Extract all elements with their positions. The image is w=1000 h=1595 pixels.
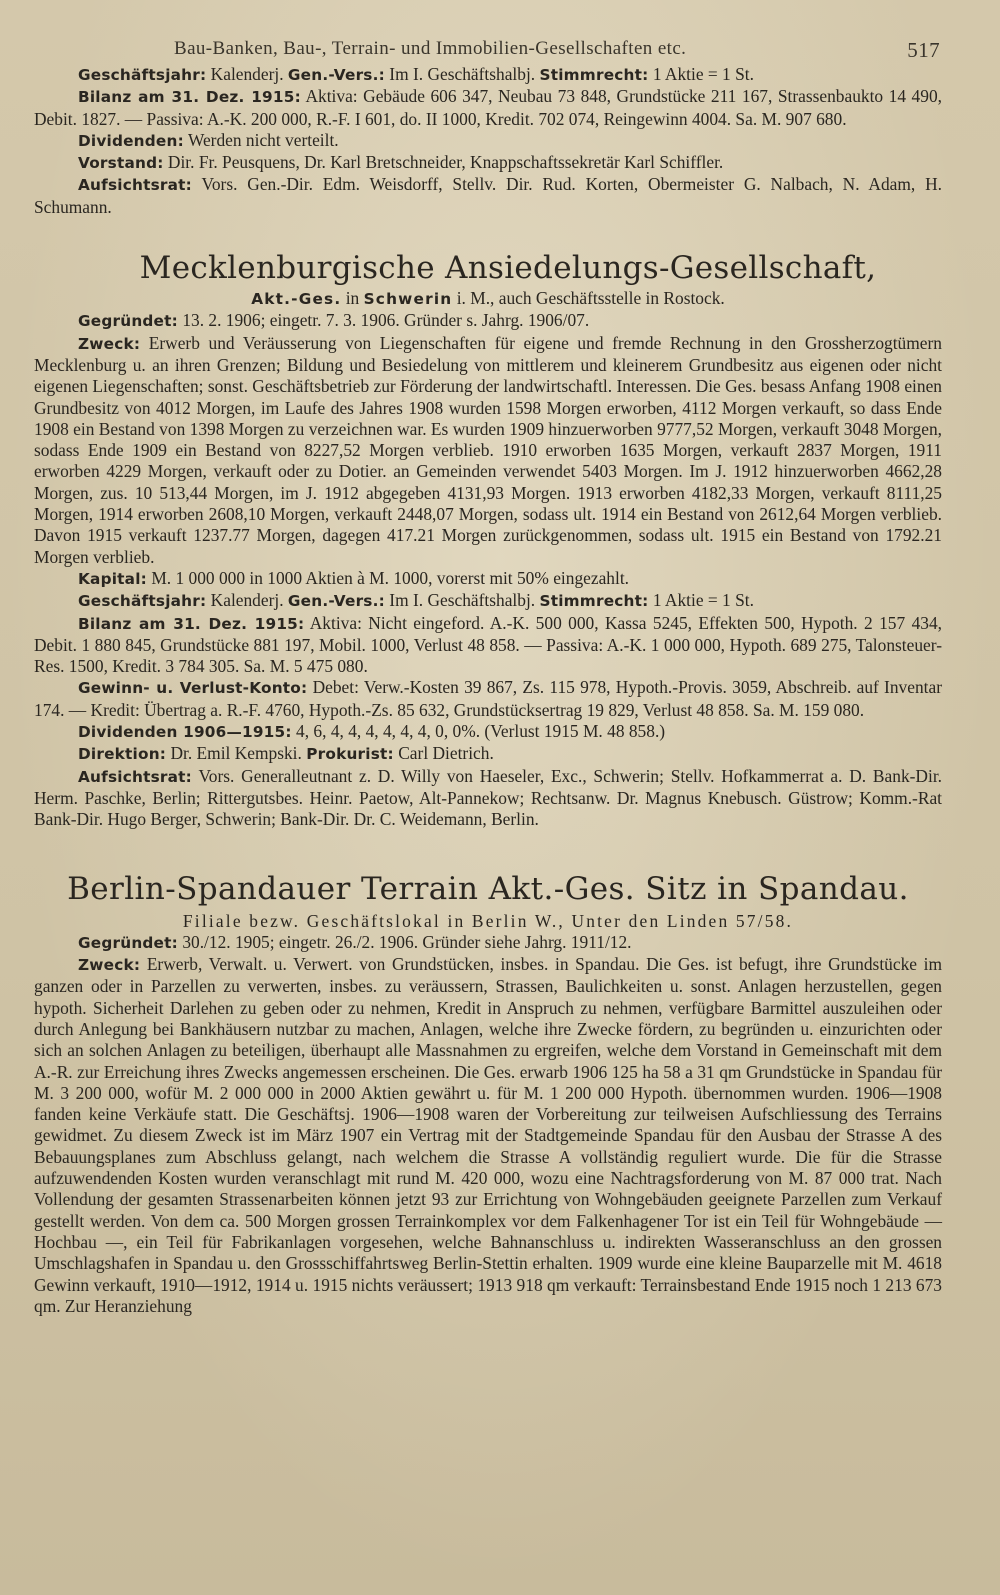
label-zweck: Zweck:	[78, 956, 141, 975]
entry-bilanz	[34, 86, 942, 130]
running-title: Bau-Banken, Bau-, Terrain- und Immobilien-Gesellschaften etc.	[174, 38, 687, 59]
label-gegruendet: Gegründet:	[78, 312, 178, 331]
label-zweck: Zweck:	[78, 334, 141, 353]
label-dividenden: Dividenden 1906—1915:	[78, 723, 292, 742]
text-vorstand: Dir. Fr. Peusquens, Dr. Karl Bretschneider, Knappschaftssekretär Karl Schiffler.	[163, 152, 724, 173]
label-direktion: Direktion:	[78, 745, 167, 764]
label-stimmrecht: Stimmrecht:	[539, 66, 649, 84]
entry-dividenden	[34, 130, 942, 152]
text-gegruendet: 13. 2. 1906; eingetr. 7. 3. 1906. Gründer s. Jahrg. 1906/07.	[177, 310, 590, 331]
text-gen-vers: Im I. Geschäftshalbj.	[384, 590, 540, 611]
company-heading: Mecklenburgische Ansiedelungs-Gesellschaft,	[139, 250, 877, 287]
company-entry-mecklenburg	[34, 250, 942, 830]
entry-direktion	[34, 743, 942, 765]
entry-kapital	[34, 568, 942, 590]
label-bilanz: Bilanz am 31. Dez. 1915:	[78, 614, 305, 633]
text-dividenden: 4, 6, 4, 4, 4, 4, 4, 4, 0, 0%. (Verlust 1915 M. 48 858.)	[291, 721, 666, 742]
text-prokurist: Carl Dietrich.	[393, 743, 494, 764]
text-aufsichtsrat: Vors. Gen.-Dir. Edm. Weisdorff, Stellv. Dir. Rud. Korten, Obermeister G. Nalbach, N. Adam, H. Schumann.	[34, 174, 942, 217]
page-number: 517	[907, 38, 940, 62]
label-kapital: Kapital:	[78, 569, 147, 588]
text-bilanz: Aktiva: Gebäude 606 347, Neubau 73 848, Grundstücke 211 167, Strassenbaukto 14 490, Debit. 1827. — Passiva: A.-K. 200 000, R.-F. I 601, do. II 1000, Kredit. 702 074, Reingewinn 4004. Sa. M. 907 680.	[34, 86, 942, 129]
label-bilanz: Bilanz am 31. Dez. 1915:	[78, 88, 301, 107]
label-gen-vers: Gen.-Vers.:	[287, 592, 385, 611]
entry-dividenden	[34, 721, 942, 743]
label-gen-vers: Gen.-Vers.:	[287, 66, 385, 84]
text-stimmrecht: 1 Aktie = 1 St.	[648, 590, 754, 611]
entry-bilanz	[34, 613, 942, 678]
label-dividenden: Dividenden:	[78, 131, 184, 150]
previous-entry-continuation	[34, 64, 942, 218]
label-geschaeftsjahr: Geschäftsjahr:	[78, 592, 207, 611]
company-seat-line	[34, 288, 942, 310]
seat-city: Schwerin	[363, 290, 453, 309]
entry-vorstand	[34, 152, 942, 174]
text-gegruendet: 30./12. 1905; eingetr. 26./2. 1906. Gründer siehe Jahrg. 1911/12.	[177, 931, 632, 952]
label-geschaeftsjahr: Geschäftsjahr:	[78, 66, 207, 84]
label-aufsichtsrat: Aufsichtsrat:	[78, 176, 193, 195]
entry-zweck	[34, 954, 942, 1317]
text-geschaeftsjahr: Kalenderj.	[206, 590, 288, 611]
entry-line-geschaeftsjahr	[34, 64, 942, 86]
text-zweck: Erwerb, Verwalt. u. Verwert. von Grundstücken, insbes. in Spandau. Die Ges. ist befugt, ihre Grundstücke im ganzen oder in Parzellen zu verwerten, insbes. zu veräussern, Strassen, Baulichkeiten u. sonst. Anlagen herzustellen, gegen hypoth. Sicherheit Darlehen zu geben oder zu nehmen, Kredit in Anspruch zu nehmen, verfügbare Barmittel auszuleihen oder durch Anlegung bei Bankhäusern nutzbar zu machen, Anlagen, welche ihre Zwecke fördern, zu begründen u. einzurichten oder sich an solchen Anlagen zu beteiligen, überhaupt alle Massnahmen zu ergreifen, welche dem Vorstand in Gemeinschaft mit dem A.-R. zur Erreichung ihres Zwecks angemessen erscheinen. Die Ges. erwarb 1906 125 ha 58 a 31 qm Grundstücke in Spandau für M. 3 200 000, wofür M. 2 000 000 in 2000 Aktien gewährt u. für M. 1 200 000 Hypoth. übernommen wurden. 1906—1908 fanden keine Verkäufe statt. Die Geschäftsj. 1906—1908 waren der Vorbereitung zur teilweisen Aufschliessung des Terrains gewidmet. Zu diesem Zweck ist im März 1907 ein Vertrag mit der Stadtgemeinde Spandau für den Ausbau der Strasse A des Bebauungsplanes zum Abschluss gelangt, nach welchem die Strasse A vollständig reguliert wurde. Die für die Strasse aufzuwendenden Kosten wurden veranschlagt mit rund M. 420 000, wozu eine Nachtragsforderung von M. 87 000 trat. Nach Vollendung der gesamten Strassenarbeiten können jetzt 93 zur Errichtung von Wohngebäuden geeignete Parzellen zum Verkauf gestellt werden. Von dem ca. 500 Morgen grossen Terrainkomplex vor dem Falkenhagener Tor ist ein Teil für Wohngebäude — Hochbau —, ein Teil für Fabrikanlagen vorgesehen, welche Bahnanschluss u. indirekten Wasseranschluss an den grossen Umschlagshafen in Spandau u. den Grossschiffahrtsweg Berlin-Stettin erhalten. 1909 wurde eine kleine Bauparzelle mit M. 4618 Gewinn verkauft, 1910—1912, 1914 u. 1915 nichts veräussert; 1913 918 qm verkauft: Terrainsbestand Ende 1915 noch 1 213 673 qm. Zur Heranziehung	[34, 954, 942, 1316]
branch-office-line: Filiale bezw. Geschäftslokal in Berlin W., Unter den Linden 57/58.	[182, 910, 794, 931]
text-gen-vers: Im I. Geschäftshalbj.	[384, 64, 540, 84]
company-heading: Berlin-Spandauer Terrain Akt.-Ges. Sitz in Spandau.	[67, 870, 909, 907]
text-dividenden: Werden nicht verteilt.	[183, 129, 339, 150]
label-gewinn-verlust: Gewinn- u. Verlust-Konto:	[78, 679, 308, 698]
text-stimmrecht: 1 Aktie = 1 St.	[648, 64, 754, 84]
label-vorstand: Vorstand:	[78, 154, 164, 173]
legal-form: Akt.-Ges.	[251, 290, 342, 309]
label-aufsichtsrat: Aufsichtsrat:	[78, 767, 193, 786]
text-bilanz: Aktiva: Nicht eingeford. A.-K. 500 000, Kassa 5245, Effekten 500, Hypoth. 2 157 434, Debit. 1 880 845, Grundstücke 881 197, Mobil. 1000, Verlust 48 858. — Passiva: A.-K. 1 000 000, Hypoth. 689 275, Talonsteuer-Res. 1500, Kredit. 3 784 305. Sa. M. 5 475 080.	[34, 612, 942, 677]
text-geschaeftsjahr: Kalenderj.	[206, 64, 288, 84]
entry-aufsichtsrat	[34, 174, 942, 218]
company-entry-berlin-spandau	[34, 871, 942, 1318]
running-head	[34, 30, 942, 64]
text-direktion: Dr. Emil Kempski.	[166, 743, 307, 764]
entry-gegruendet	[34, 932, 942, 954]
label-prokurist: Prokurist:	[306, 745, 394, 764]
seat-prefix: in	[341, 288, 364, 309]
label-stimmrecht: Stimmrecht:	[539, 592, 649, 611]
entry-zweck	[34, 333, 942, 568]
entry-geschaeftsjahr	[34, 590, 942, 612]
entry-aufsichtsrat	[34, 766, 942, 831]
text-kapital: M. 1 000 000 in 1000 Aktien à M. 1000, vorerst mit 50% eingezahlt.	[146, 567, 630, 588]
text-aufsichtsrat: Vors. Generalleutnant z. D. Willy von Haeseler, Exc., Schwerin; Stellv. Hofkammerrat a. D. Bank-Dir. Herm. Paschke, Berlin; Rittergutsbes. Heinr. Paetow, Alt-Pannekow; Rechtsanw. Dr. Magnus Knebusch. Güstrow; Komm.-Rat Bank-Dir. Hugo Berger, Schwerin; Bank-Dir. Dr. C. Weidemann, Berlin.	[34, 765, 942, 830]
text-gewinn-verlust: Debet: Verw.-Kosten 39 867, Zs. 115 978, Hypoth.-Provis. 3059, Abschreib. auf Inventar 174. — Kredit: Übertrag a. R.-F. 4760, Hypoth.-Zs. 85 632, Grundstücksertrag 19 829, Verlust 48 858. Sa. M. 159 080.	[34, 677, 942, 720]
seat-suffix: i. M., auch Geschäftsstelle in Rostock.	[452, 288, 725, 309]
entry-gewinn-verlust	[34, 677, 942, 721]
text-zweck: Erwerb und Veräusserung von Liegenschaften für eigene und fremde Rechnung in den Grossherzogtümern Mecklenburg u. an ihren Grenzen; Bildung und Besiedelung von mittlerem und kleinerem Grundbesitz aus eigenen oder nicht eigenen Liegenschaften; sonst. Geschäftsbetrieb zur Förderung der landwirtschaftl. Interessen. Die Ges. besass Anfang 1908 einen Grundbesitz von 4012 Morgen, im Laufe des Jahres 1908 wurden 1598 Morgen erworben, 4112 Morgen verkauft, so dass Ende 1908 ein Bestand von 1398 Morgen zu verzeichnen war. Es wurden 1909 hinzuerworben 9777,52 Morgen, verkauft 3048 Morgen, sodass Ende 1909 ein Bestand von 8227,52 Morgen verblieb. 1910 erworben 1635 Morgen, verkauft 2837 Morgen, 1911 erworben 4229 Morgen, verkauft oder zu Dotier. an Gemeinden verwendet 5403 Morgen. Im J. 1912 hinzuerworben 4662,28 Morgen, zus. 10 513,44 Morgen, im J. 1912 abgegeben 4131,93 Morgen. 1913 erworben 4182,33 Morgen, verkauft 8111,25 Morgen, 1914 erworben 2608,10 Morgen, verkauft 2448,07 Morgen, sodass ult. 1914 ein Bestand von 2612,64 Morgen verblieb. Davon 1915 verkauft 1237.77 Morgen, dagegen 417.21 Morgen zurückgenommen, sodass ult. 1915 ein Bestand von 1792.21 Morgen verblieb.	[34, 332, 942, 567]
entry-gegruendet	[34, 310, 942, 332]
label-gegruendet: Gegründet:	[78, 933, 178, 952]
